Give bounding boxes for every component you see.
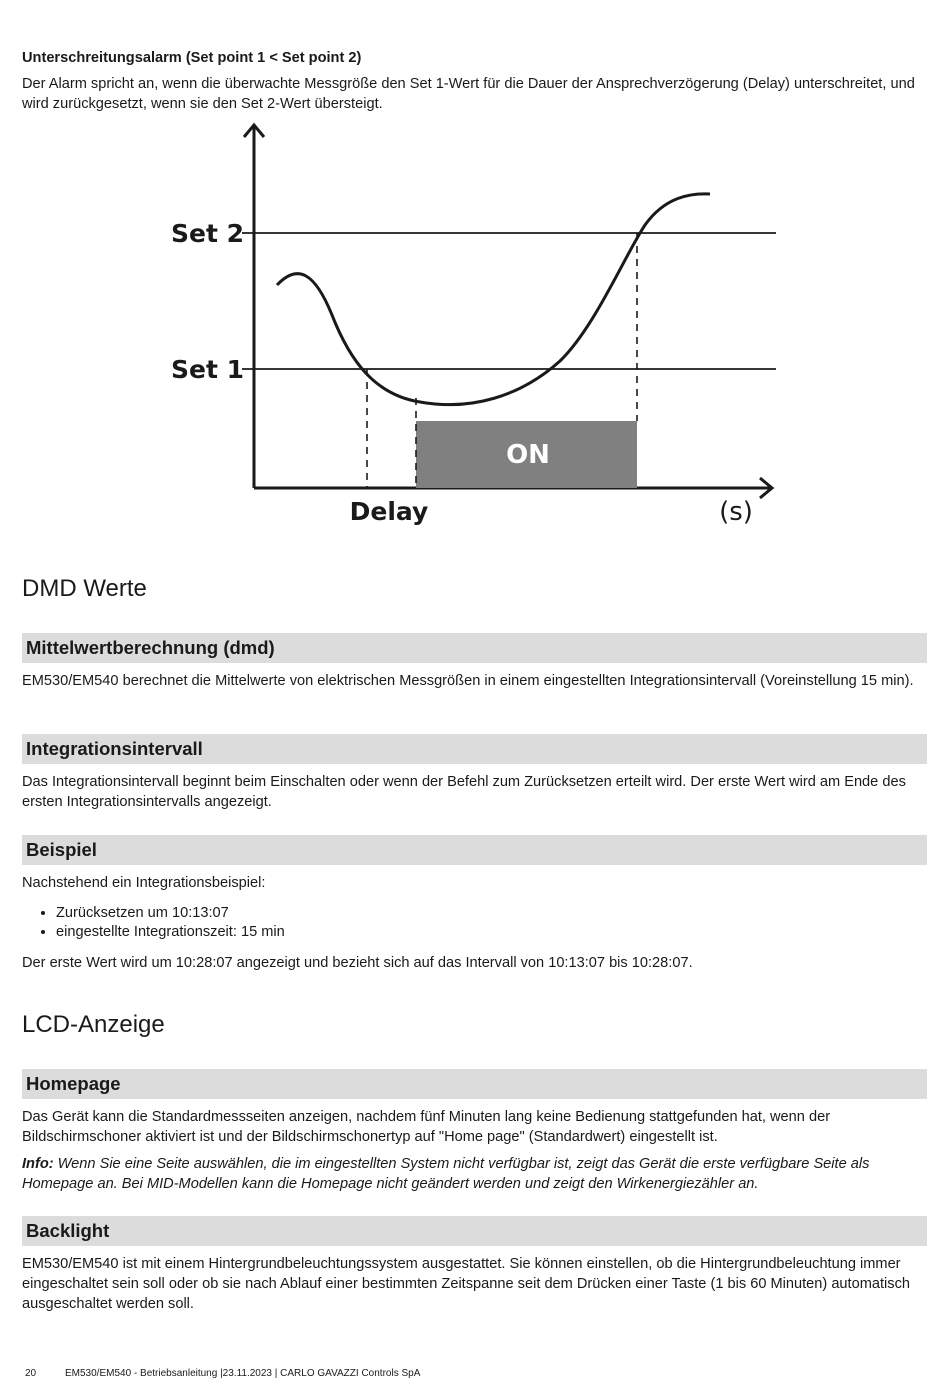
delay-label: Delay xyxy=(349,497,429,526)
example-heading: Beispiel xyxy=(22,835,927,865)
info-note xyxy=(22,1154,927,1194)
lcd-title: LCD-Anzeige xyxy=(22,1011,165,1038)
home-text: Das Gerät kann die Standardmessseiten anzeigen, nachdem fünf Minuten lang keine Bedienung stattgefunden hat, wenn der Bildschirmschoner aktiviert ist und der Bildschirmschonertyp auf "Home page" (Standardwert) eingestellt ist. xyxy=(22,1109,831,1145)
info-text: Wenn Sie eine Seite auswählen, die im eingestellten System nicht verfügbar ist, zeigt das Gerät die erste verfügbare Seite als Homepage an. Bei MID-Modellen kann die Homepage nicht geändert werden und zeigt den Wirkenergiezähler an. xyxy=(22,1156,870,1192)
example-result: Der erste Wert wird um 10:28:07 angezeigt und bezieht sich auf das Intervall von 10:13:07 bis 10:28:07. xyxy=(22,955,693,971)
dmd-title: DMD Werte xyxy=(22,575,147,602)
page-number: 20 xyxy=(25,1368,37,1379)
example-list xyxy=(22,904,927,942)
list-item: • Zurücksetzen um 10:13:07 xyxy=(56,904,927,923)
home-heading: Homepage xyxy=(22,1069,927,1099)
alarm-description: Der Alarm spricht an, wenn die überwachte Messgröße den Set 1-Wert für die Dauer der Ansprechverzögerung (Delay) unterschreitet, und wird zurückgesetzt, wenn sie den Set 2-Wert übersteigt. xyxy=(22,76,915,112)
avg-text: EM530/EM540 berechnet die Mittelwerte von elektrischen Messgrößen in einem eingestellten Integrationsintervall (Voreinstellung 15 min). xyxy=(22,673,914,689)
alarm-heading: Unterschreitungsalarm (Set point 1 < Set point 2) xyxy=(22,50,362,66)
alarm-diagram xyxy=(0,115,950,535)
example-intro: Nachstehend ein Integrationsbeispiel: xyxy=(22,875,266,891)
footer-text: EM530/EM540 - Betriebsanleitung |23.11.2023 | CARLO GAVAZZI Controls SpA xyxy=(65,1368,421,1379)
interval-heading: Integrationsintervall xyxy=(22,734,927,764)
set1-label: Set 1 xyxy=(171,355,245,384)
list-item: • eingestellte Integrationszeit: 15 min xyxy=(56,923,927,942)
interval-text: Das Integrationsintervall beginnt beim Einschalten oder wenn der Befehl zum Zurücksetzen erteilt wird. Der erste Wert wird am Ende des ersten Integrationsintervalls angezeigt. xyxy=(22,774,906,810)
info-label: Info: xyxy=(22,1156,54,1172)
x-unit-label: (s) xyxy=(719,497,753,527)
measured-value-curve xyxy=(277,194,710,405)
on-label: ON xyxy=(506,440,550,470)
backlight-heading: Backlight xyxy=(22,1216,927,1246)
set2-label: Set 2 xyxy=(171,219,245,248)
backlight-text: EM530/EM540 ist mit einem Hintergrundbeleuchtungssystem ausgestattet. Sie können einstellen, ob die Hintergrundbeleuchtung immer eingeschaltet sein soll oder ob sie nach Ablauf einer bestimmten Zeitspanne seit dem Drücken einer Taste (1 bis 60 Minuten) automatisch ausgeschaltet werden soll. xyxy=(22,1256,911,1312)
avg-heading: Mittelwertberechnung (dmd) xyxy=(22,633,927,663)
